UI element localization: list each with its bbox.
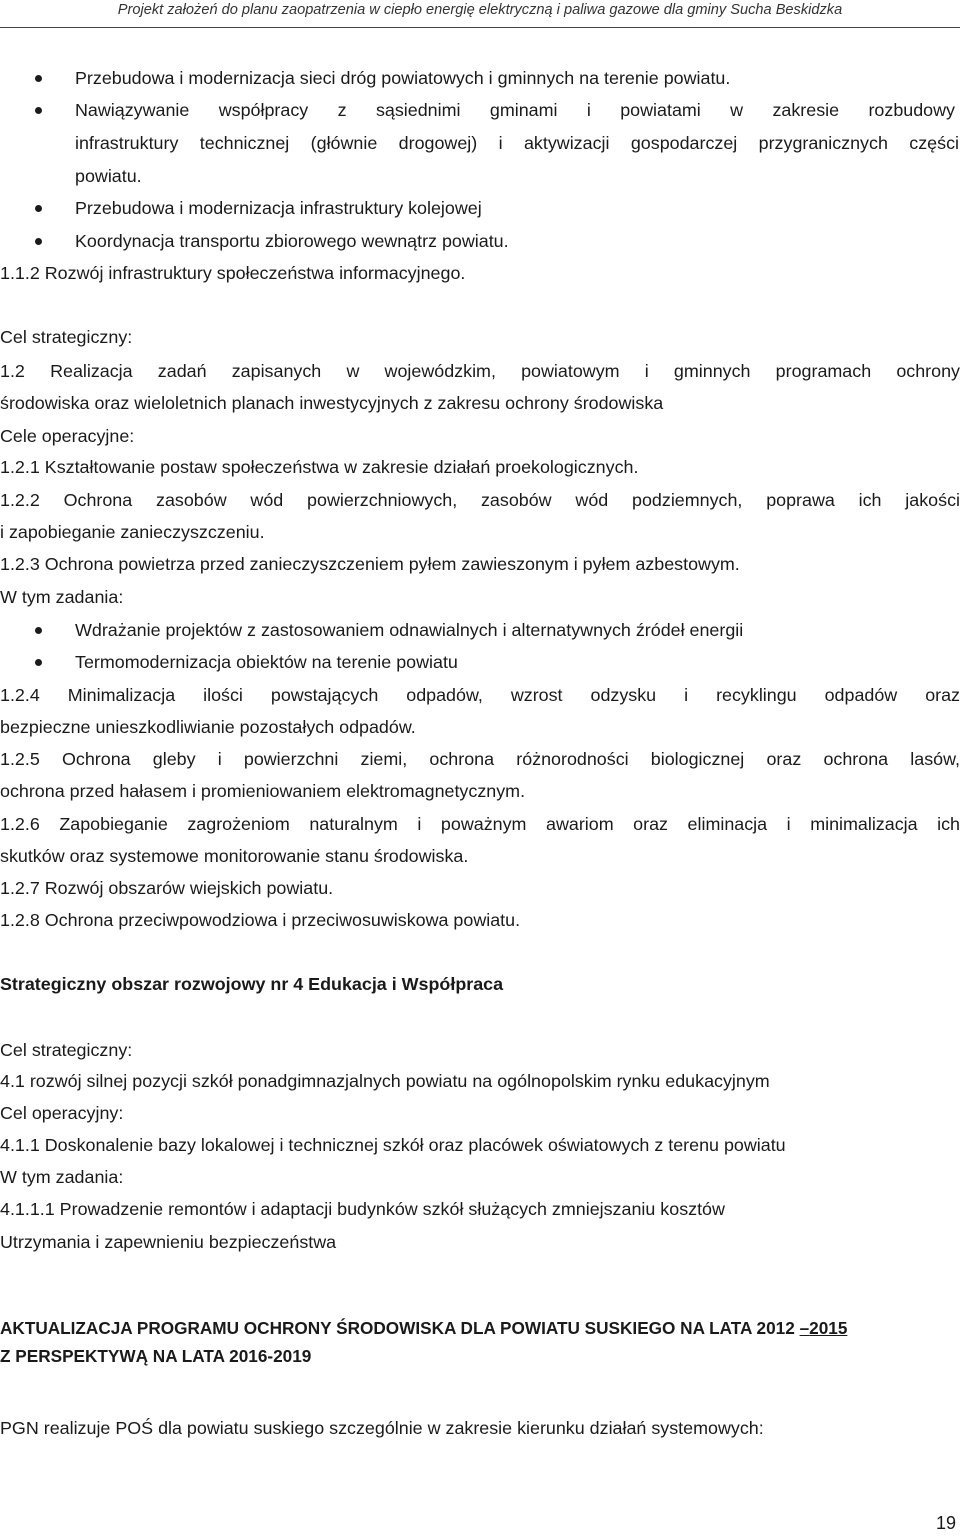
goal-text: 1.2.1 Kształtowanie postaw społeczeństwa w zakresie działań proekologicznych. xyxy=(0,457,639,477)
document-heading-continuation: Z PERSPEKTYWĄ NA LATA 2016-2019 xyxy=(0,1346,312,1366)
goal-text: 1.2.5 Ochrona gleby i powierzchni ziemi, ochrona różnorodności biologicznej oraz ochrona lasów, xyxy=(0,749,960,769)
bullet-item-continuation: infrastruktury technicznej (głównie drogowej) i aktywizacji gospodarczej przygranicznych części xyxy=(75,133,959,153)
heading-year: 2015 xyxy=(809,1318,848,1338)
task-bullet: Wdrażanie projektów z zastosowaniem odnawialnych i alternatywnych źródeł energii xyxy=(75,620,744,640)
goal-text: 4.1 rozwój silnej pozycji szkół ponadgimnazjalnych powiatu na ogólnopolskim rynku edukacyjnym xyxy=(0,1071,770,1091)
goal-text: 1.2.6 Zapobieganie zagrożeniom naturalnym i poważnym awariom oraz eliminacja i minimalizacja ich xyxy=(0,814,960,834)
goal-text: 1.2.3 Ochrona powietrza przed zanieczyszczeniem pyłem zawieszonym i pyłem azbestowym. xyxy=(0,554,740,574)
goal-text-continuation: i zapobieganie zanieczyszczeniu. xyxy=(0,522,265,542)
pgn-line: PGN realizuje POŚ dla powiatu suskiego szczególnie w zakresie kierunku działań systemowych: xyxy=(0,1418,764,1438)
goal-text: 1.2 Realizacja zadań zapisanych w wojewódzkim, powiatowym i gminnych programach ochrony xyxy=(0,361,960,381)
bullet-item: Przebudowa i modernizacja infrastruktury kolejowej xyxy=(75,198,482,218)
bullet-item: Nawiązywanie współpracy z sąsiednimi gminami i powiatami w zakresie rozbudowy xyxy=(75,100,955,120)
bullet-icon xyxy=(35,75,42,82)
label-operational-goals: Cele operacyjne: xyxy=(0,426,135,446)
running-header: Projekt założeń do planu zaopatrzenia w ciepło energię elektryczną i paliwa gazowe dla gminy Sucha Beskidzka xyxy=(117,2,843,18)
label-tasks: W tym zadania: xyxy=(0,587,124,607)
bullet-icon xyxy=(35,238,42,245)
goal-text: 4.1.1.1 Prowadzenie remontów i adaptacji budynków szkół służących zmniejszaniu kosztów xyxy=(0,1199,725,1219)
bullet-item-continuation: powiatu. xyxy=(75,166,142,186)
heading-text: AKTUALIZACJA PROGRAMU OCHRONY ŚRODOWISKA DLA POWIATU SUSKIEGO NA LATA 2012 xyxy=(0,1318,795,1338)
goal-text-continuation: skutków oraz systemowe monitorowanie stanu środowiska. xyxy=(0,846,469,866)
goal-text: 4.1.1 Doskonalenie bazy lokalowej i technicznej szkół oraz placówek oświatowych z terenu powiatu xyxy=(0,1135,786,1155)
label-strategic-goal: Cel strategiczny: xyxy=(0,327,133,347)
label-strategic-goal: Cel strategiczny: xyxy=(0,1040,133,1060)
section-heading: Strategiczny obszar rozwojowy nr 4 Edukacja i Współpraca xyxy=(0,974,504,994)
document-heading xyxy=(0,1317,960,1339)
goal-text-continuation: środowiska oraz wieloletnich planach inwestycyjnych z zakresu ochrony środowiska xyxy=(0,393,664,413)
heading-dash: – xyxy=(799,1318,810,1338)
bullet-item: Przebudowa i modernizacja sieci dróg powiatowych i gminnych na terenie powiatu. xyxy=(75,68,731,88)
label-operational-goal: Cel operacyjny: xyxy=(0,1103,124,1123)
goal-text: 1.2.7 Rozwój obszarów wiejskich powiatu. xyxy=(0,878,334,898)
goal-text: 1.1.2 Rozwój infrastruktury społeczeństwa informacyjnego. xyxy=(0,263,466,283)
goal-text-continuation: Utrzymania i zapewnieniu bezpieczeństwa xyxy=(0,1232,337,1252)
task-bullet: Termomodernizacja obiektów na terenie powiatu xyxy=(75,652,458,672)
goal-text: 1.2.2 Ochrona zasobów wód powierzchniowych, zasobów wód podziemnych, poprawa ich jakości xyxy=(0,490,960,510)
goal-text: 1.2.8 Ochrona przeciwpowodziowa i przeciwosuwiskowa powiatu. xyxy=(0,910,521,930)
goal-text-continuation: ochrona przed hałasem i promieniowaniem elektromagnetycznym. xyxy=(0,781,526,801)
bullet-icon xyxy=(35,659,42,666)
bullet-icon xyxy=(35,107,42,114)
page-number: 19 xyxy=(935,1513,956,1533)
bullet-icon xyxy=(35,205,42,212)
goal-text-continuation: bezpieczne unieszkodliwianie pozostałych odpadów. xyxy=(0,717,416,737)
bullet-icon xyxy=(35,627,42,634)
header-divider xyxy=(0,27,960,28)
goal-text: 1.2.4 Minimalizacja ilości powstających odpadów, wzrost odzysku i recyklingu odpadów oraz xyxy=(0,685,960,705)
label-tasks: W tym zadania: xyxy=(0,1167,124,1187)
bullet-item: Koordynacja transportu zbiorowego wewnątrz powiatu. xyxy=(75,231,509,251)
